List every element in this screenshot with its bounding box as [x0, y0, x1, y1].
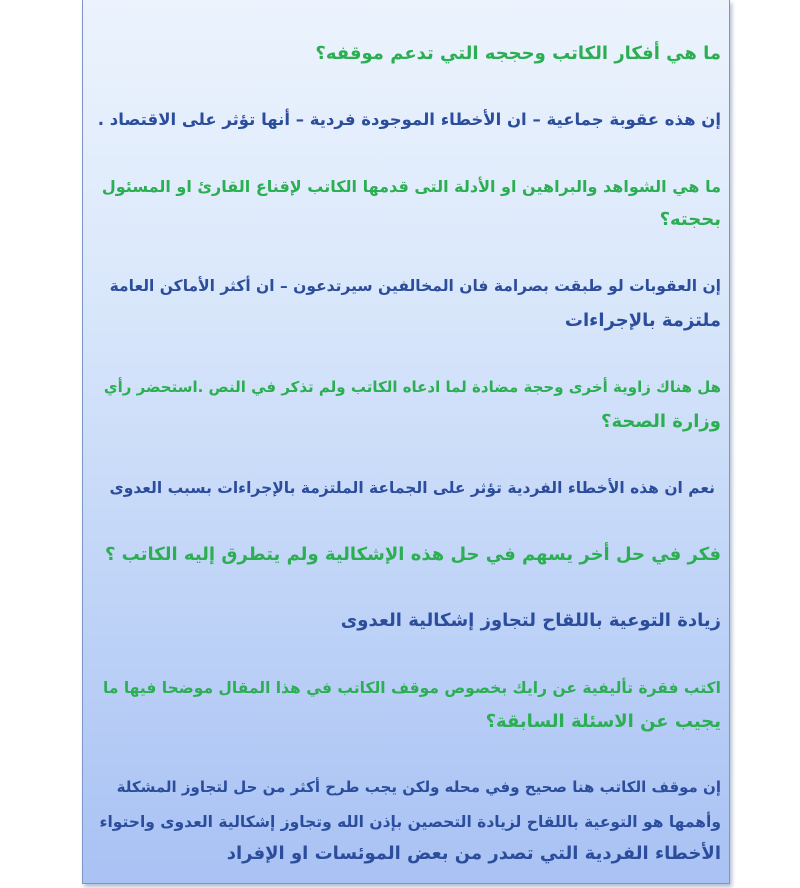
- question-line: فكر في حل أخر يسهم في حل هذه الإشكالية ولم يتطرق إليه الكاتب ؟: [104, 544, 721, 565]
- question-line: ما هي أفكار الكاتب وحججه التي تدعم موقفه؟: [315, 43, 721, 64]
- question-line: اكتب فقرة تأليفية عن رايك بخصوص موقف الكاتب في هذا المقال موضحا فيها ما: [103, 679, 721, 697]
- answer-line: الأخطاء الفردية التي تصدر من بعض الموئسات او الإفراد: [226, 843, 721, 864]
- question-line: هل هناك زاوية أخرى وحجة مضادة لما ادعاه الكاتب ولم تذكر في النص .استحضر رأي: [103, 378, 721, 396]
- answer-line: نعم ان هذه الأخطاء الفردية تؤثر على الجماعة الملتزمة بالإجراءات بسبب العدوى: [109, 479, 715, 497]
- question-line: ما هي الشواهد والبراهين او الأدلة التى قدمها الكاتب لإقناع القارئ او المسئول: [101, 177, 721, 196]
- answer-line: ملتزمة بالإجراءات: [564, 310, 721, 331]
- text-panel: [82, 0, 730, 884]
- answer-line: إن هذه عقوبة جماعية – ان الأخطاء الموجودة فردية – أنها تؤثر على الاقتصاد .: [97, 110, 721, 129]
- question-line: وزارة الصحة؟: [601, 411, 721, 432]
- answer-line: إن موقف الكاتب هنا صحيح وفي محله ولكن يجب طرح أكثر من حل لتجاوز المشكلة: [116, 778, 721, 796]
- answer-line: وأهمها هو التوعية باللقاح لزيادة التحصين بإذن الله وتجاوز إشكالية العدوى واحتواء: [99, 813, 721, 831]
- question-line: يجيب عن الاسئلة السابقة؟: [485, 711, 721, 732]
- answer-line: إن العقوبات لو طبقت بصرامة فان المخالفين سيرتدعون – ان أكثر الأماكن العامة: [109, 277, 721, 295]
- answer-line: زيادة التوعية باللقاح لتجاوز إشكالية العدوى: [340, 610, 721, 631]
- question-line: بحجته؟: [659, 209, 721, 230]
